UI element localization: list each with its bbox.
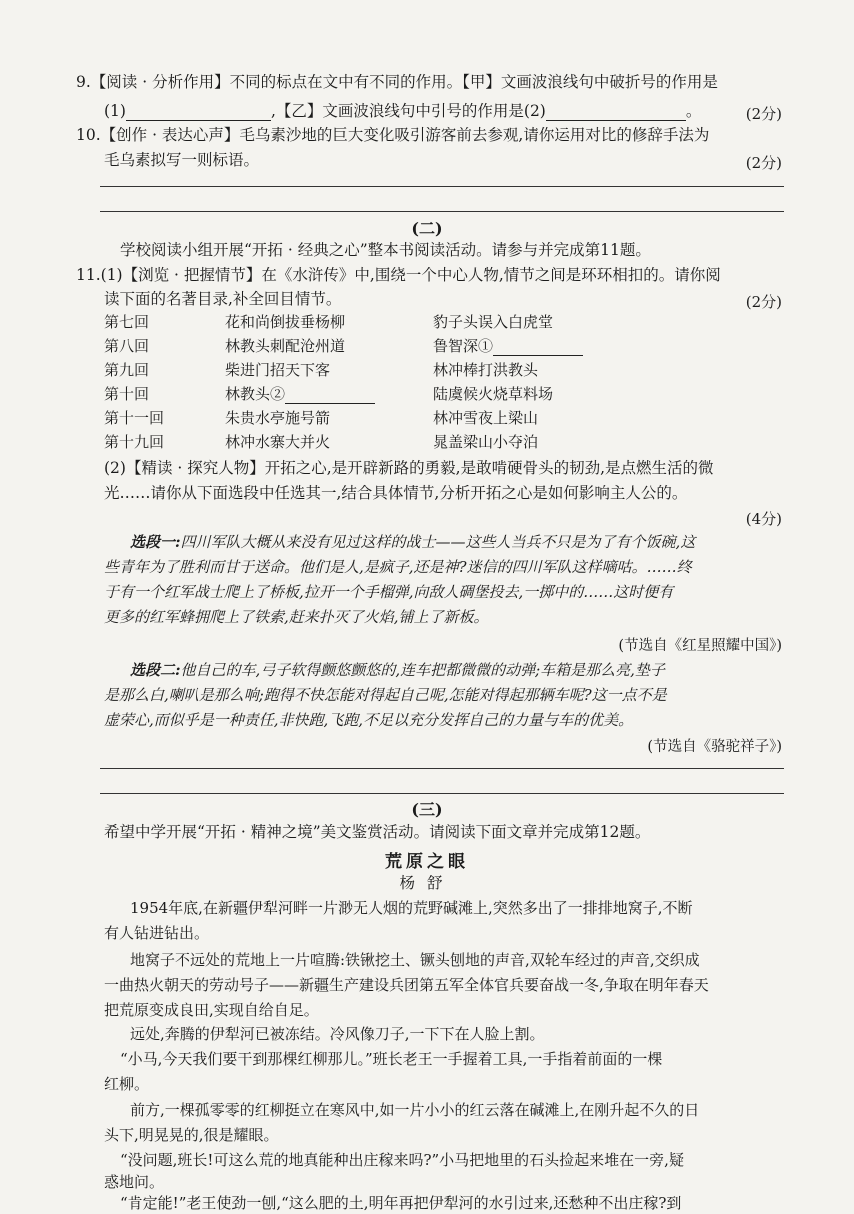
q11-1-line2: 读下面的名著目录,补全回目情节。 — [104, 290, 342, 308]
toc-right: 豹子头误入白虎堂 — [433, 313, 554, 331]
q11-1-score: (2分) — [745, 293, 782, 311]
para-line: 1954年底,在新疆伊犁河畔一片渺无人烟的荒野碱滩上,突然多出了一排排地窝子,不断 — [130, 899, 693, 917]
toc-left: 林冲水寨大并火 — [225, 433, 331, 451]
toc-chapter: 第八回 — [104, 337, 150, 355]
excerpt1-line3: 于有一个红军战士爬上了桥板,拉开一个手榴弹,向敌人碉堡投去,一掷中的……这时便有 — [104, 583, 674, 601]
q9-line2 — [104, 101, 701, 121]
q11-1-line1: 11.(1)【浏览 · 把握情节】在《水浒传》中,围绕一个中心人物,情节之间是环环相扣的。请你阅 — [76, 266, 721, 284]
toc-left: 林教头② — [225, 385, 286, 403]
toc-left: 朱贵水亭施号箭 — [225, 409, 331, 427]
section2-intro: 学校阅读小组开展“开拓 · 经典之心”整本书阅读活动。请参与并完成第11题。 — [120, 241, 651, 259]
q9-blank1-label: (1) — [104, 102, 126, 120]
q9-blank2[interactable] — [546, 104, 686, 121]
para-line: “没问题,班长!可这么荒的地真能种出庄稼来吗?”小马把地里的石头捡起来堆在一旁,疑 — [120, 1151, 684, 1169]
toc-right: 陆虞候火烧草料场 — [433, 385, 554, 403]
excerpt2-line2: 是那么白,喇叭是那么响;跑得不快怎能对得起自己呢,怎能对得起那辆车呢?这一点不是 — [104, 686, 667, 704]
toc-left: 花和尚倒拔垂杨柳 — [225, 313, 346, 331]
section2-heading: (二) — [411, 219, 443, 238]
toc-left-blank2 — [225, 383, 375, 404]
article-title: 荒原之眼 — [385, 852, 469, 872]
section3-intro: 希望中学开展“开拓 · 精神之境”美文鉴赏活动。请阅读下面文章并完成第12题。 — [104, 823, 651, 841]
para-line: 惑地问。 — [104, 1173, 165, 1191]
q11-answer-line-2[interactable] — [100, 793, 784, 794]
excerpt2-line1 — [130, 660, 665, 680]
toc-right: 晁盖梁山小夺泊 — [433, 433, 539, 451]
toc-right-blank1 — [433, 335, 583, 356]
excerpt1-line4: 更多的红军蜂拥爬上了铁索,赶来扑灭了火焰,铺上了新板。 — [104, 608, 489, 626]
para-line: 一曲热火朝天的劳动号子——新疆生产建设兵团第五军全体官兵要奋战一冬,争取在明年春天 — [104, 976, 709, 994]
toc-right: 林冲棒打洪教头 — [433, 361, 539, 379]
excerpt1-text1: 四川军队大概从来没有见过这样的战士——这些人当兵不只是为了有个饭碗,这 — [180, 533, 696, 551]
para-line: 头下,明晃晃的,很是耀眼。 — [104, 1126, 279, 1144]
q10-score: (2分) — [745, 154, 782, 172]
toc-chapter: 第十回 — [104, 385, 150, 403]
para-line: 前方,一棵孤零零的红柳挺立在寒风中,如一片小小的红云落在碱滩上,在刚升起不久的日 — [130, 1101, 700, 1119]
toc-chapter: 第九回 — [104, 361, 150, 379]
toc-blank-2[interactable] — [285, 387, 375, 404]
q10-answer-line-1[interactable] — [100, 186, 784, 187]
article-author: 杨舒 — [399, 874, 455, 892]
q11-2-line1: (2)【精读 · 探究人物】开拓之心,是开辟新路的勇毅,是敢啃硬骨头的韧劲,是点燃生活的微 — [104, 459, 714, 477]
q10-answer-line-2[interactable] — [100, 211, 784, 212]
excerpt1-line1 — [130, 532, 695, 552]
para-line: “小马,今天我们要干到那棵红柳那儿。”班长老王一手握着工具,一手指着前面的一棵 — [120, 1050, 663, 1068]
q9-line2-end: 。 — [685, 102, 702, 120]
excerpt2-line3: 虚荣心,而似乎是一种责任,非快跑,飞跑,不足以充分发挥自己的力量与车的优美。 — [104, 711, 634, 729]
q11-answer-line-1[interactable] — [100, 768, 784, 769]
para-line: 有人钻进钻出。 — [104, 924, 210, 942]
toc-blank-1[interactable] — [493, 339, 583, 356]
excerpt1-line2: 些青年为了胜利而甘于送命。他们是人,是疯子,还是神?迷信的四川军队这样嘀咕。……终 — [104, 558, 692, 576]
q9-blank1[interactable] — [126, 104, 271, 121]
toc-right: 鲁智深① — [433, 337, 494, 355]
toc-left: 柴进门招天下客 — [225, 361, 331, 379]
q9-score: (2分) — [745, 105, 782, 123]
q9-line1: 9.【阅读 · 分析作用】不同的标点在文中有不同的作用。【甲】文画波浪线句中破折号的作用是 — [76, 73, 718, 91]
q9-line2-mid: ,【乙】文画波浪线句中引号的作用是(2) — [270, 102, 546, 120]
para-line: 地窝子不远处的荒地上一片喧腾:铁锹挖土、镢头刨地的声音,双轮车经过的声音,交织成 — [130, 951, 700, 969]
para-line: 把荒原变成良田,实现自给自足。 — [104, 1001, 319, 1019]
section3-heading: (三) — [411, 800, 443, 819]
toc-right: 林冲雪夜上梁山 — [433, 409, 539, 427]
toc-chapter: 第七回 — [104, 313, 150, 331]
para-line: 远处,奔腾的伊犁河已被冻结。冷风像刀子,一下下在人脸上割。 — [130, 1025, 545, 1043]
excerpt1-source: (节选自《红星照耀中国》) — [618, 638, 782, 654]
para-line: 红柳。 — [104, 1075, 150, 1093]
excerpt1-label: 选段一: — [130, 533, 181, 551]
excerpt2-source: (节选自《骆驼祥子》) — [647, 739, 782, 755]
para-line: “肯定能!”老王使劲一刨,“这么肥的土,明年再把伊犁河的水引过来,还愁种不出庄稼?到 — [120, 1194, 682, 1212]
q11-2-line2: 光……请你从下面选段中任选其一,结合具体情节,分析开拓之心是如何影响主人公的。 — [104, 484, 688, 502]
toc-left: 林教头刺配沧州道 — [225, 337, 346, 355]
toc-chapter: 第十九回 — [104, 433, 165, 451]
excerpt2-label: 选段二: — [130, 661, 181, 679]
q10-line2: 毛乌素拟写一则标语。 — [104, 151, 260, 169]
toc-chapter: 第十一回 — [104, 409, 165, 427]
q11-2-score: (4分) — [745, 510, 782, 528]
q10-line1: 10.【创作 · 表达心声】毛乌素沙地的巨大变化吸引游客前去参观,请你运用对比的修辞手法为 — [76, 126, 710, 144]
excerpt2-text1: 他自己的车,弓子软得颤悠颤悠的,连车把都微微的动弹;车箱是那么亮,垫子 — [180, 661, 665, 679]
